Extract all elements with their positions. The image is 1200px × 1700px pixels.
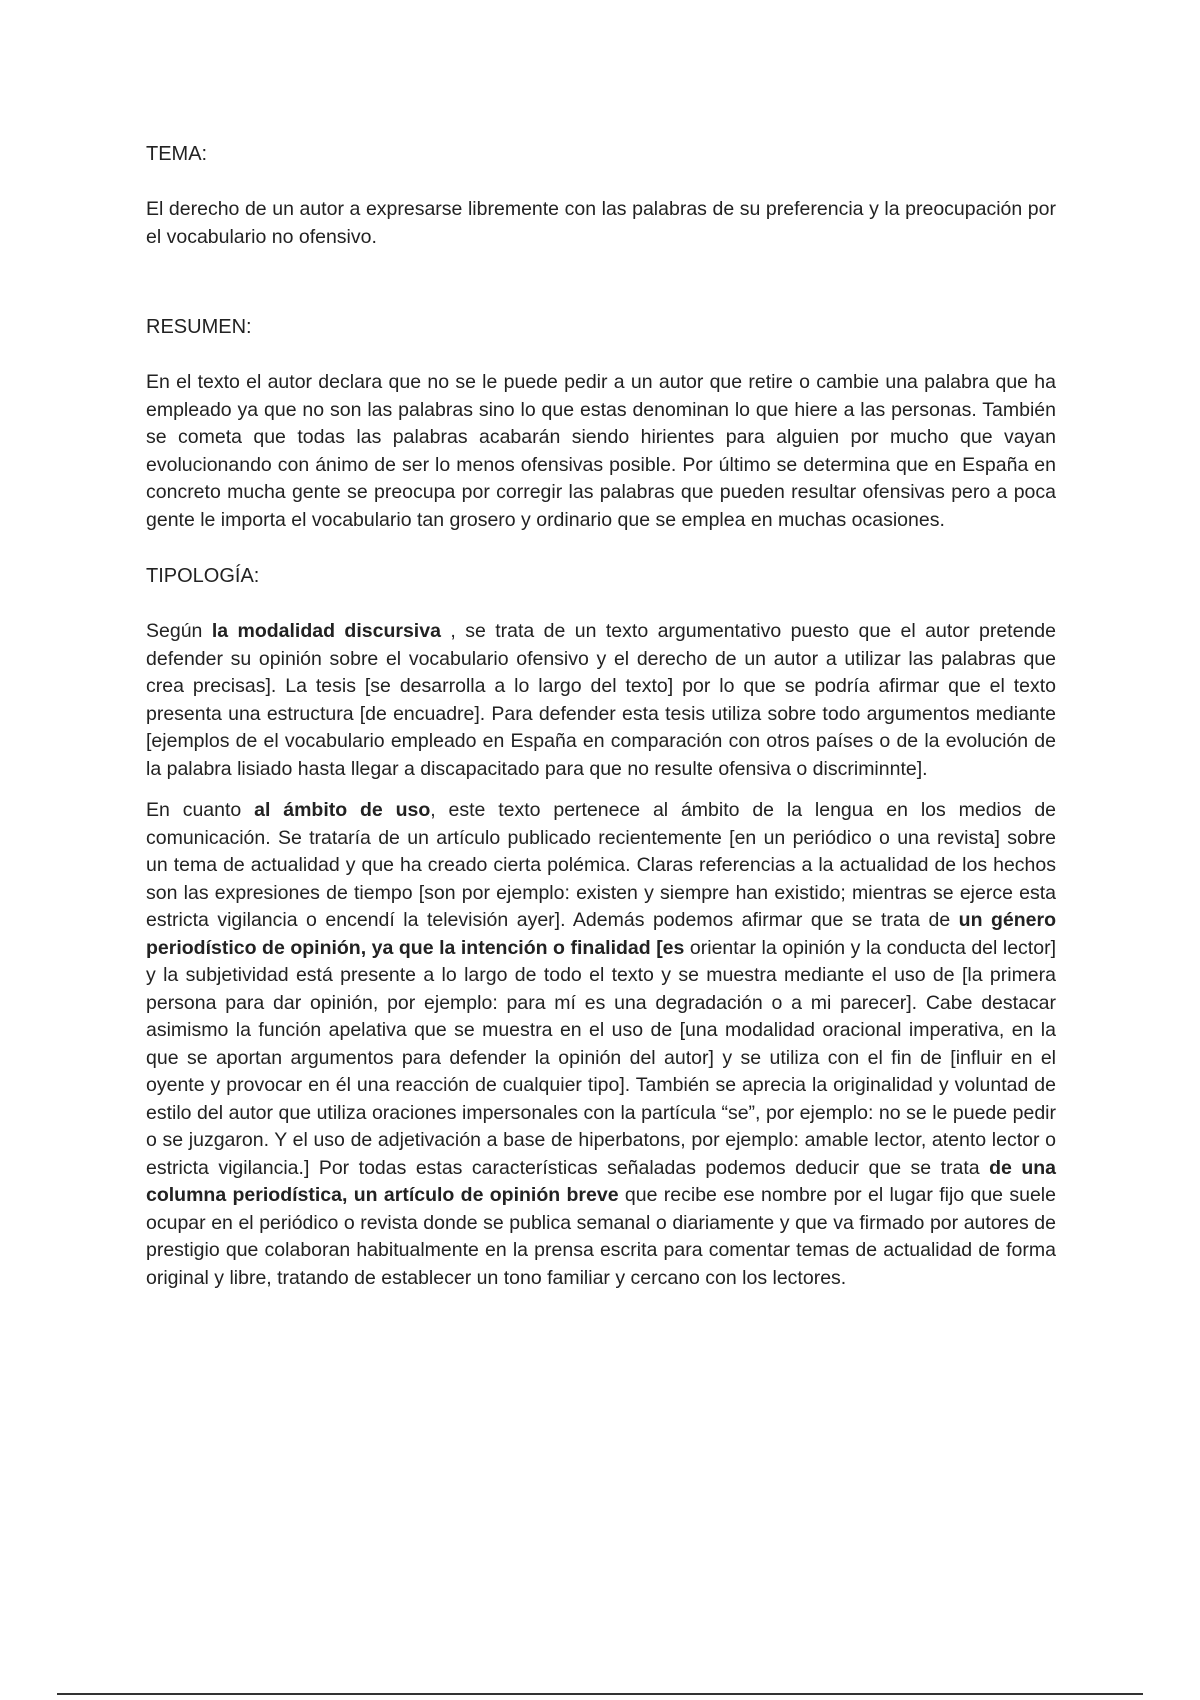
text-run: , se trata de un texto argumentativo puesto que el autor pretende defender su opinión sobre el vocabulario ofensivo y el derecho de un autor a utilizar las palabras que crea precisas]. La tesis [se desarrolla a lo largo del texto] por lo que se podría afirmar que el texto presenta una estructura [de encuadre]. Para defender esta tesis utiliza sobre todo argumentos mediante [ejemplos de el vocabulario empleado en España en comparación con otros países o de la evolución de la palabra lisiado hasta llegar a discapacitado para que no resulte ofensiva o discriminnte].: [146, 620, 1056, 780]
text-run: orientar la opinión y la conducta del lector] y la subjetividad está presente a lo largo de todo el texto y se muestra mediante el uso de [la primera persona para dar opinión, por ejemplo: para mí es una degradación o a mi parecer]. Cabe destacar asimismo la función apelativa que se muestra en el uso de [una modalidad oracional imperativa, en la que se aportan argumentos para defender la opinión del autor] y se utiliza con el fin de [influir en el oyente y provocar en él una reacción de cualquier tipo]. También se aprecia la originalidad y voluntad de estilo del autor que utiliza oraciones impersonales con la partícula “se”, por ejemplo: no se le puede pedir o se juzgaron. Y el uso de adjetivación a base de hiperbatons, por ejemplo: amable lector, atento lector o estricta vigilancia.] Por todas estas características señaladas podemos deducir que se trata: [146, 936, 1056, 1179]
text-run: Según: [146, 620, 212, 642]
text-run: que recibe ese nombre por el lugar fijo que suele ocupar en el periódico o revista donde se publica semanal o diariamente y que va firmado por autores de prestigio que colaboran habitualmente en la prensa escrita para comentar temas de actualidad de forma original y libre, tratando de establecer un tono familiar y cercano con los lectores.: [146, 1184, 1056, 1289]
bold-run: la modalidad discursiva: [211, 620, 441, 642]
section-heading-resumen: RESUMEN:: [146, 316, 252, 338]
tema-paragraph: El derecho de un autor a expresarse libremente con las palabras de su preferencia y la preocupación por el vocabulario no ofensivo.: [146, 198, 1056, 248]
footer-divider: [57, 1693, 1143, 1695]
bold-run: un género periodístico de opinión, ya que la intención o finalidad [es: [146, 909, 1056, 959]
ambito-paragraph: [146, 797, 1056, 1292]
section-heading-tema: TEMA:: [146, 143, 208, 165]
bold-run: de una columna periodística, un artículo de opinión breve: [146, 1156, 1057, 1206]
modalidad-paragraph: [146, 618, 1056, 783]
text-run: , este texto pertenece al ámbito de la lengua en los medios de comunicación. Se trataría de un artículo publicado recientemente [en un periódico o una revista] sobre un tema de actualidad y que ha creado cierta polémica. Claras referencias a la actualidad de los hechos son las expresiones de tiempo [son por ejemplo: existen y siempre han existido; mientras se ejerce esta estricta vigilancia o encendí la televisión ayer]. Además podemos afirmar que se trata de: [146, 799, 1057, 931]
text-run: En cuanto: [146, 799, 255, 821]
bold-run: al ámbito de uso: [254, 799, 431, 821]
resumen-paragraph: En el texto el autor declara que no se le puede pedir a un autor que retire o cambie una palabra que ha empleado ya que no son las palabras sino lo que estas denominan lo que hiere a las personas. También se cometa que todas las palabras acabarán siendo hirientes para alguien por mucho que vayan evolucionando con ánimo de ser lo menos ofensivas posible. Por último se determina que en España en concreto mucha gente se preocupa por corregir las palabras que pueden resultar ofensivas pero a poca gente le importa el vocabulario tan grosero y ordinario que se emplea en muchas ocasiones.: [146, 371, 1056, 531]
document-page: [146, 140, 1056, 1292]
section-heading-tipologia: TIPOLOGÍA:: [146, 565, 260, 587]
